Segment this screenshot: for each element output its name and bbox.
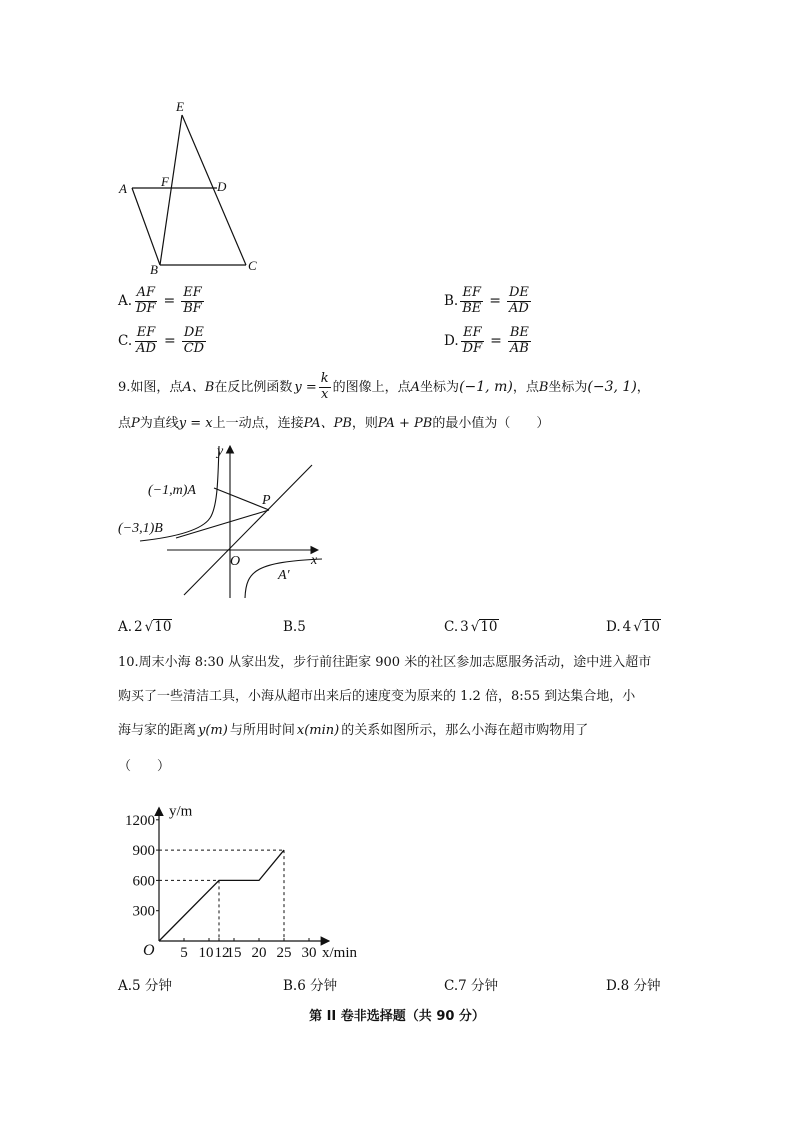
- fraction: $\frac{EF}{DF}$: [462, 325, 483, 356]
- segment-ec: [182, 115, 246, 265]
- fraction: $\frac{DE}{AD}$: [509, 285, 529, 316]
- label-c: C: [248, 258, 257, 273]
- series-line: [159, 850, 284, 941]
- label-b: B: [150, 262, 158, 277]
- fraction: $\frac{EF}{AD}$: [136, 325, 156, 356]
- option-letter: C.: [118, 333, 133, 350]
- fraction: $\frac{AF}{DF}$: [136, 285, 156, 316]
- fraction-k-over-x: $\frac{k}{x}$: [320, 371, 329, 402]
- label-point-b: (−3,1)B: [118, 521, 163, 536]
- label-point-p: P: [262, 493, 271, 508]
- figure-parallelogram: [110, 95, 280, 280]
- fraction: $\frac{BE}{AB}$: [509, 325, 529, 356]
- q8-option-b: B. $\frac{EF}{BE}$ = $\frac{DE}{AD}$: [444, 285, 529, 316]
- option-letter: A.: [118, 293, 133, 310]
- fraction: $\frac{EF}{BE}$: [462, 285, 482, 316]
- label-d: D: [217, 179, 227, 194]
- segment-pb: [176, 510, 269, 538]
- label-e: E: [176, 99, 184, 114]
- origin-label: O: [143, 942, 155, 959]
- segment-ab: [132, 188, 160, 265]
- y-tick-label: 900: [132, 843, 155, 860]
- q9-line-1: 9.如图，点 A、B 在反比例函数 y = $\frac{k}{x}$ 的图像上，点 A 坐标为 (−1, m) ，点 B 坐标为 (−3, 1) ，: [118, 371, 650, 402]
- q10-option-a: A.5 分钟: [118, 978, 172, 994]
- q10-option-d: D.8 分钟: [606, 978, 661, 994]
- x-axis-label: x/min: [322, 945, 358, 961]
- y-tick-label: 1200: [125, 812, 155, 829]
- y-tick-label: 300: [132, 903, 155, 920]
- section-title: 第 II 卷非选择题（共 90 分）: [309, 1009, 485, 1024]
- y-axis-label: y/m: [169, 803, 193, 820]
- option-letter: D.: [444, 333, 459, 350]
- q10-line-4: （ ）: [118, 759, 171, 774]
- q10-option-b: B.6 分钟: [283, 978, 338, 994]
- x-tick-label: 20: [251, 945, 267, 961]
- q10-line-2: 购买了一些清洁工具，小海从超市出来后的速度变为原来的 1.2 倍，8:55 到达集合地，小: [118, 689, 636, 704]
- q8-option-a: A. $\frac{AF}{DF}$ = $\frac{EF}{BF}$: [118, 285, 202, 316]
- x-tick-label: 5: [180, 945, 188, 961]
- x-tick-label: 25: [276, 945, 292, 961]
- q9-option-a: A. 2 √10: [118, 619, 172, 635]
- q8-option-d: D. $\frac{EF}{DF}$ = $\frac{BE}{AB}$: [444, 325, 529, 356]
- label-point-a-prime: A′: [278, 568, 290, 583]
- q10-option-c: C.7 分钟: [444, 978, 499, 994]
- q10-line-1: 10.周末小海 8:30 从家出发，步行前往距家 900 米的社区参加志愿服务活动，途中进入超市: [118, 655, 652, 670]
- q9-option-d: D. 4 √10: [606, 619, 661, 635]
- q8-option-c: C. $\frac{EF}{AD}$ = $\frac{DE}{CD}$: [118, 325, 205, 356]
- x-tick-label: 30: [301, 945, 317, 961]
- segment-eb: [160, 115, 182, 265]
- label-origin: O: [230, 554, 241, 569]
- x-tick-label: 10: [198, 945, 214, 961]
- y-tick-label: 600: [132, 873, 155, 890]
- label-f: F: [161, 174, 169, 189]
- x-tick-label: 12: [214, 945, 230, 961]
- label-y: y: [217, 444, 224, 459]
- label-point-a: (−1,m)A: [148, 483, 196, 498]
- q9-line-2: 点P为直线y = x上一动点，连接PA、PB，则PA + PB的最小值为（ ）: [118, 416, 550, 431]
- q9-option-b: B.5: [283, 619, 306, 635]
- segment-pa: [214, 488, 269, 510]
- q9-graph: [112, 440, 327, 605]
- x-tick-label: 15: [226, 945, 242, 961]
- label-a: A: [119, 181, 127, 196]
- q9-option-c: C. 3 √10: [444, 619, 498, 635]
- q10-line-3: 海与家的距离 y(m) 与所用时间 x(min) 的关系如图所示，那么小海在超市购物用了: [118, 723, 589, 738]
- fraction: $\frac{EF}{BF}$: [183, 285, 202, 316]
- q10-distance-time-chart: [112, 788, 402, 968]
- fraction: $\frac{DE}{CD}$: [183, 325, 205, 356]
- option-letter: B.: [444, 293, 459, 310]
- label-x: x: [311, 553, 318, 568]
